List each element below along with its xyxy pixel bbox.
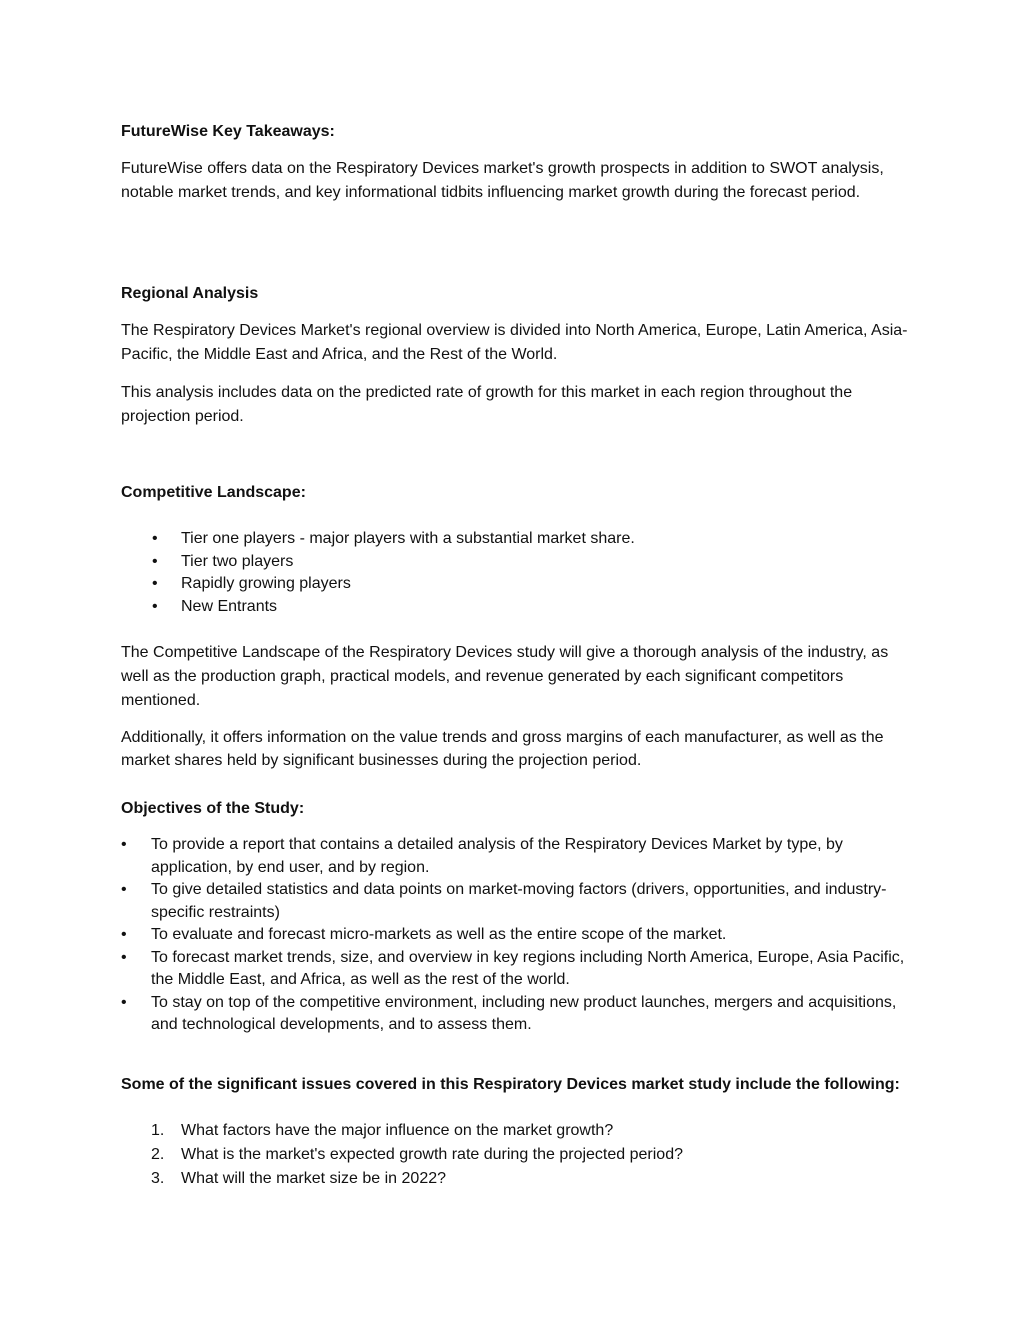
list-item: • To give detailed statistics and data points on market-moving factors (drivers, opportunities, and industry-specific restraints) [121, 881, 887, 921]
list-item: • To provide a report that contains a detailed analysis of the Respiratory Devices Market by type, by application, by end user, and by region. [121, 836, 843, 876]
bullet-icon: • [121, 993, 127, 1011]
competitive-heading: Competitive Landscape: [121, 484, 306, 501]
bullet-icon: • [152, 575, 158, 592]
list-number: 2. [151, 1146, 165, 1163]
list-item: • Tier two players [121, 551, 911, 574]
objectives-list [121, 834, 911, 1037]
competitive-section [121, 481, 911, 772]
regional-para-2: This analysis includes data on the predicted rate of growth for this market in each region throughout the projection period. [121, 384, 853, 425]
competitive-para-2: Additionally, it offers information on the value trends and gross margins of each manufacturer, as well as the market shares held by significant businesses during the projection period. [121, 729, 884, 769]
list-item: • New Entrants [121, 596, 911, 619]
bullet-icon: • [121, 926, 127, 943]
regional-section [121, 282, 911, 429]
list-item: • To forecast market trends, size, and overview in key regions including North America, Europe, Asia Pacific, the Middle East, and Africa, as well as the rest of the world. [121, 948, 905, 988]
objectives-section [121, 797, 911, 1037]
list-item: • To stay on top of the competitive environment, including new product launches, mergers and acquisitions, and technological developments, and to assess them. [121, 993, 897, 1033]
bullet-icon: • [152, 552, 158, 570]
competitive-para-1: The Competitive Landscape of the Respiratory Devices study will give a thorough analysis of the industry, as well as the production graph, practical models, and revenue generated by each significant competitors mentioned. [121, 644, 889, 709]
bullet-icon: • [152, 597, 158, 615]
bullet-icon: • [121, 948, 127, 966]
takeaways-heading: FutureWise Key Takeaways: [121, 123, 335, 140]
competitive-list [121, 528, 911, 618]
bullet-icon: • [121, 836, 127, 853]
bullet-icon: • [152, 530, 158, 547]
bullet-icon: • [121, 881, 127, 898]
regional-para-1: The Respiratory Devices Market's regional overview is divided into North America, Europe, Latin America, Asia-Pacific, the Middle East and Africa, and the Rest of the World. [121, 322, 908, 363]
list-number: 3. [151, 1170, 165, 1187]
issues-heading: Some of the significant issues covered in this Respiratory Devices market study include the following: [121, 1076, 900, 1093]
issues-list [121, 1119, 911, 1191]
objectives-heading: Objectives of the Study: [121, 800, 305, 817]
list-item: 2. What is the market's expected growth rate during the projected period? [121, 1143, 911, 1167]
list-item: • To evaluate and forecast micro-markets as well as the entire scope of the market. [121, 924, 911, 947]
list-item: 3. What will the market size be in 2022? [121, 1167, 911, 1191]
list-item: 1. What factors have the major influence on the market growth? [121, 1119, 911, 1143]
list-item: • Rapidly growing players [121, 573, 911, 596]
takeaways-section [121, 120, 911, 205]
regional-heading: Regional Analysis [121, 285, 259, 302]
takeaways-body: FutureWise offers data on the Respiratory Devices market's growth prospects in addition to SWOT analysis, notable market trends, and key informational tidbits influencing market growth during the forecast period. [121, 160, 884, 201]
issues-section [121, 1073, 911, 1191]
list-number: 1. [151, 1122, 165, 1139]
list-item: • Tier one players - major players with a substantial market share. [121, 528, 911, 551]
